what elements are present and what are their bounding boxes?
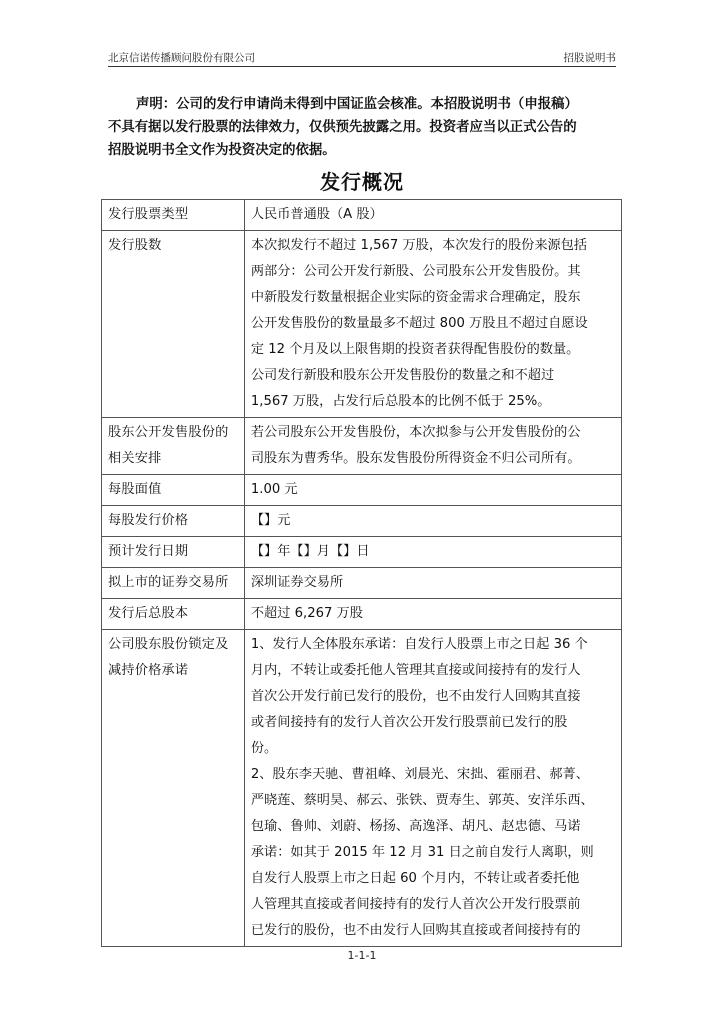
row-value-line: 份。 [250,741,278,756]
row-value-line: 【】年【】月【】日 [250,544,370,559]
row-label-line: 发行股票类型 [108,207,189,222]
row-label [102,475,245,506]
table-row [102,568,622,599]
row-value-line: 2、股东李天驰、曹祖峰、刘晨光、宋拙、霍丽君、郝菁、 [250,767,589,782]
row-value-line: 已发行的股份，也不由发行人回购其直接或者间接持有的 [250,923,581,938]
row-value-line: 深圳证券交易所 [250,575,344,590]
row-label [102,630,245,947]
table-row [102,506,622,537]
row-label-line: 每股发行价格 [108,513,189,528]
row-value-line: 两部分：公司公开发行新股、公司股东公开发售股份。其 [250,264,581,279]
row-value-line: 严晓莲、蔡明昊、郝云、张铁、贾寿生、郭英、安洋乐西、 [250,793,594,808]
row-value-line: 本次拟发行不超过 1,567 万股，本次发行的股份来源包括 [250,238,588,253]
row-value [244,537,621,568]
row-value-line: 人管理其直接或者间接持有的发行人首次公开发行股票前 [250,897,581,912]
row-value-line: 1、发行人全体股东承诺：自发行人股票上市之日起 36 个 [250,637,588,652]
row-value-line: 自发行人股票上市之日起 60 个月内，不转让或者委托他 [250,871,580,886]
row-value [244,599,621,630]
table-row [102,630,622,947]
row-label-line: 股东公开发售股份的 [108,425,229,440]
row-label-line: 每股面值 [108,482,162,497]
page-header [108,50,616,67]
row-label [102,506,245,537]
row-value-line: 公开发售股份的数量最多不超过 800 万股且不超过自愿设 [250,316,588,331]
row-label [102,200,245,231]
header-company-name: 北京信诺传播顾问股份有限公司 [108,52,255,64]
row-value [244,506,621,537]
statement-line: 声明：公司的发行申请尚未得到中国证监会核准。本招股说明书（申报稿） [136,97,578,112]
row-value-line: 定 12 个月及以上限售期的投资者获得配售股份的数量。 [250,342,580,357]
row-value-line: 若公司股东公开发售股份，本次拟参与公开发售股份的公 [250,425,581,440]
statement-line: 不具有据以发行股票的法律效力，仅供预先披露之用。投资者应当以正式公告的 [108,120,577,135]
page-number: 1-1-1 [347,949,377,962]
statement-line: 招股说明书全文作为投资决定的依据。 [108,143,336,158]
row-value-line: 【】元 [250,513,291,528]
row-value [244,231,621,418]
row-value-line: 月内，不转让或委托他人管理其直接或间接持有的发行人 [250,663,581,678]
table-row [102,200,622,231]
row-value [244,418,621,475]
row-label-line: 拟上市的证券交易所 [108,575,229,590]
row-value-line: 司股东为曹秀华。股东发售股份所得资金不归公司所有。 [250,451,581,466]
row-value [244,200,621,231]
row-label [102,418,245,475]
table-row [102,231,622,418]
row-value-line: 1.00 元 [250,482,298,497]
table-row [102,537,622,568]
row-label-line: 发行股数 [108,238,162,253]
header-document-type: 招股说明书 [563,52,616,64]
row-value [244,475,621,506]
row-value-line: 不超过 6,267 万股 [250,606,363,621]
offering-overview-table [101,199,622,947]
row-value-line: 或者间接持有的发行人首次公开发行股票前已发行的股 [250,715,568,730]
row-label-line: 相关安排 [108,451,162,466]
row-label [102,231,245,418]
table-row [102,418,622,475]
row-label-line: 公司股东股份锁定及 [108,637,229,652]
row-label-line: 发行后总股本 [108,606,189,621]
row-label-line: 预计发行日期 [108,544,189,559]
row-value-line: 承诺：如其于 2015 年 12 月 31 日之前自发行人离职，则 [250,845,594,860]
table-row [102,599,622,630]
row-value [244,630,621,947]
row-label [102,568,245,599]
row-label [102,537,245,568]
row-label [102,599,245,630]
row-value-line: 人民币普通股（A 股） [250,207,383,222]
disclaimer-statement [108,93,618,162]
section-title: 发行概况 [320,170,404,194]
row-value-line: 首次公开发行前已发行的股份，也不由发行人回购其直接 [250,689,581,704]
row-label-line: 减持价格承诺 [108,663,189,678]
row-value-line: 包瑜、鲁帅、刘蔚、杨扬、高逸泽、胡凡、赵忠德、马诺 [250,819,581,834]
row-value [244,568,621,599]
row-value-line: 中新股发行数量根据企业实际的资金需求合理确定，股东 [250,290,581,305]
table-row [102,475,622,506]
row-value-line: 1,567 万股，占发行后总股本的比例不低于 25%。 [250,394,551,409]
row-value-line: 公司发行新股和股东公开发售股份的数量之和不超过 [250,368,555,383]
